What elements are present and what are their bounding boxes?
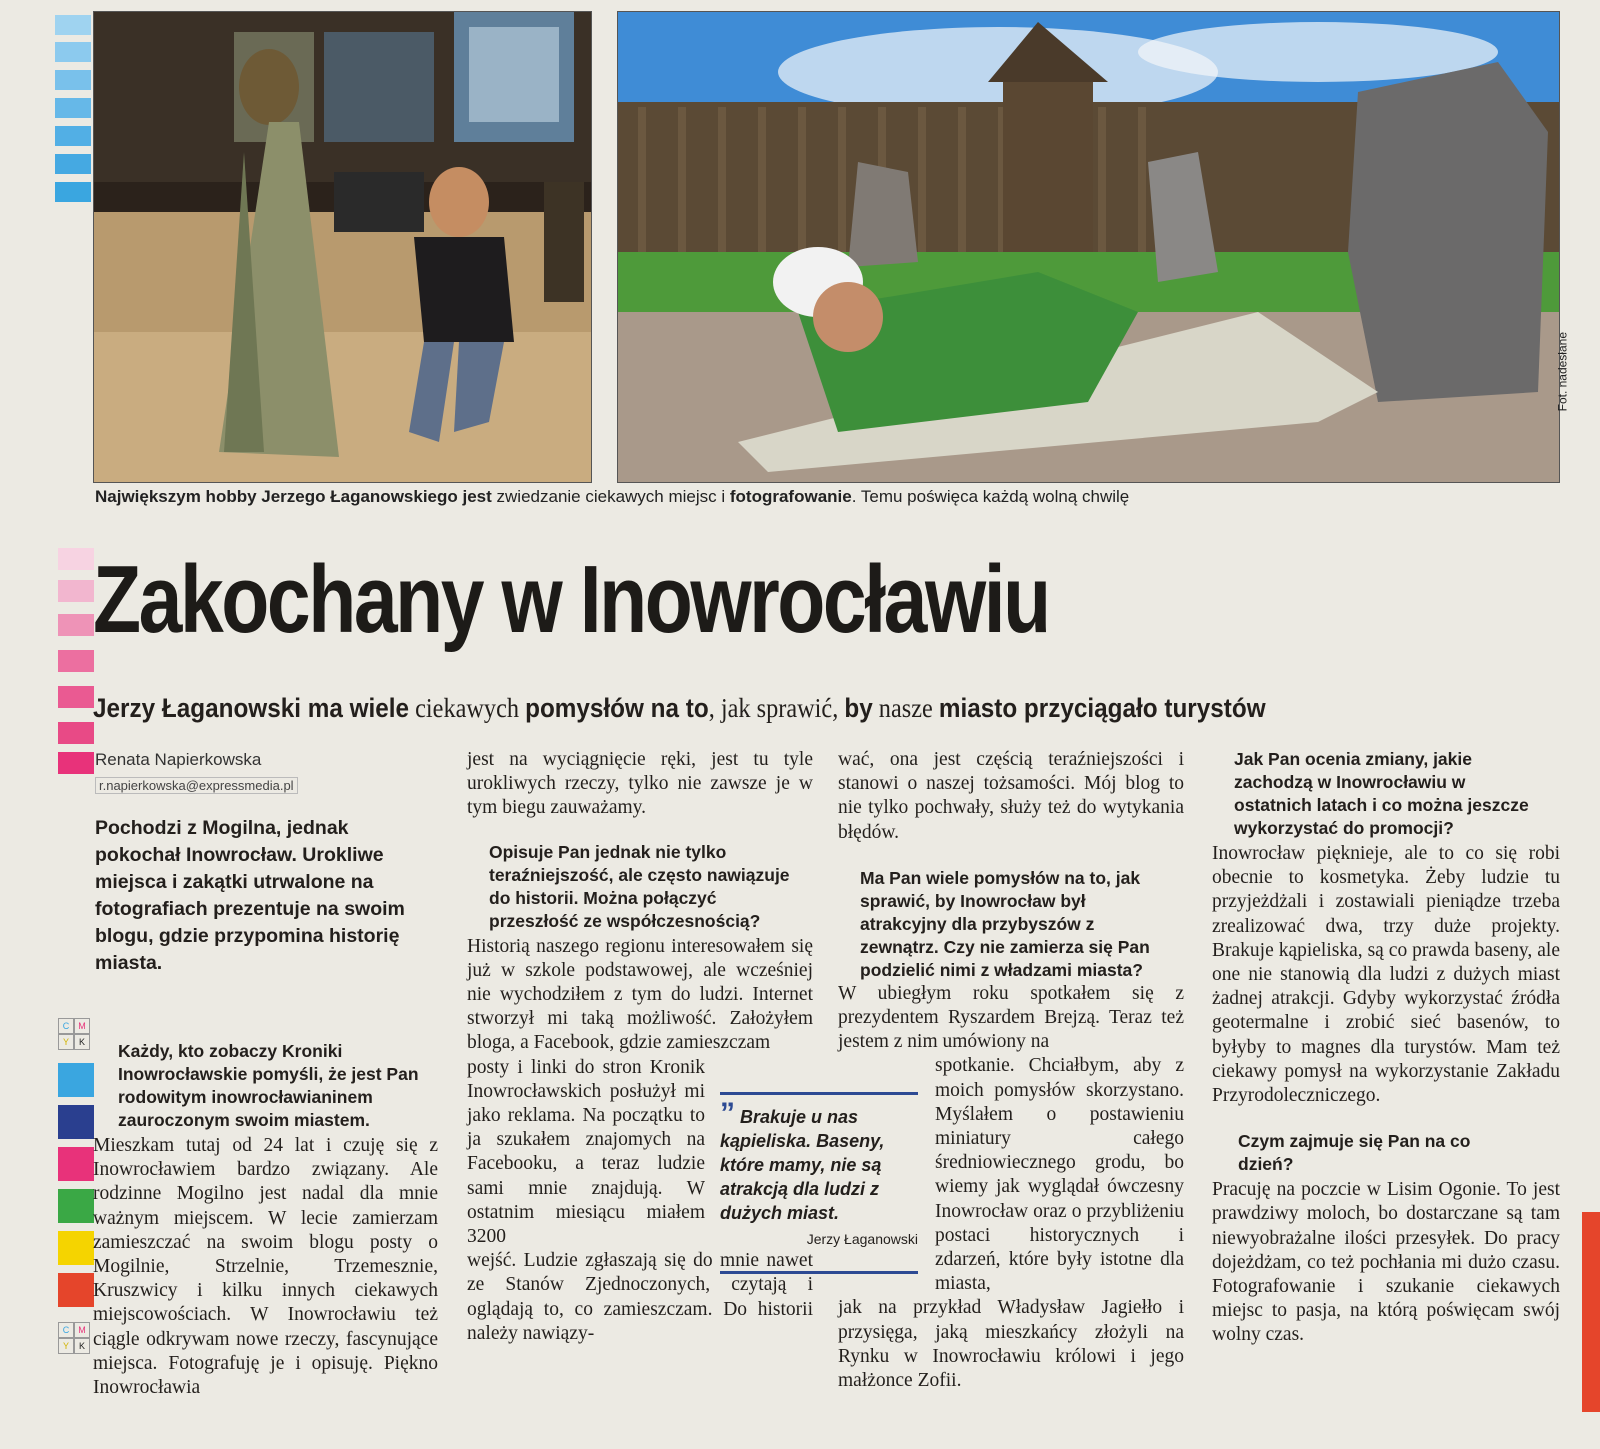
photo-statue-night: [93, 11, 592, 483]
answer-2-b: posty i linki do stron Kronik Inowrocławskich posłużył mi jako reklama. Na początku to ja szukałem znajomych na Facebooku, a teraz ludzie sami mnie znajdują. W ostatnim miesiącu miałem 3200: [467, 1056, 705, 1248]
column-3: [838, 748, 1184, 1393]
question-5: Czym zajmuje się Pan na co dzień?: [1238, 1131, 1471, 1175]
reg-y: Y: [58, 1034, 74, 1050]
reg-m: M: [74, 1018, 90, 1034]
question-4: Jak Pan ocenia zmiany, jakie zachodzą w Inowrocławiu w ostatnich latach i co można jeszcze wykorzystać do promocji?: [1234, 749, 1529, 838]
subheadline-part-1: Jerzy Łaganowski ma wiele: [93, 693, 410, 723]
answer-2-continued: wać, ona jest częścią teraźniejszości i stanowi o naszej tożsamości. Mój blog to nie tylko pochwały, służy też do wytykania błędów.: [838, 749, 1184, 843]
answer-2-c: wejść. Ludzie zgłaszają się do mnie nawet ze Stanów Zjednoczonych, czytają i oglądają to, co zamieszczam. Do historii należy nawiązy-: [467, 1250, 813, 1344]
column-1: [93, 1040, 438, 1400]
quote-mark-icon: ”: [720, 1097, 735, 1130]
answer-3-c: jak na przykład Władysław Jagiełło i przysięga, jaką mieszkańcy złożyli na Rynku w Inowrocławiu królowi i jego małżonce Zofii.: [838, 1297, 1184, 1392]
subheadline-part-5: by: [844, 693, 873, 723]
question-2: Opisuje Pan jednak nie tylko teraźniejszość, ale często nawiązuje do historii. Można połączyć przeszłość ze współczesnością?: [489, 841, 790, 931]
pull-quote-author: Jerzy Łaganowski: [806, 1231, 918, 1247]
subheadline-part-7: miasto przyciągało turystów: [938, 693, 1266, 723]
reg-m-lower: M: [74, 1322, 90, 1338]
subheadline-part-3: pomysłów na to: [525, 693, 709, 723]
subheadline-part-4: , jak sprawić,: [708, 693, 845, 723]
answer-3-b: spotkanie. Chciałbym, aby z moich pomysłów skorzystano. Myślałem o postawieniu miniatury całego średniowiecznego grodu, bo wiemy jak wyglądał ówczesny Inowrocław oraz o przybliżeniu postaci historycznych i zdarzeń, które były istotne dla miasta,: [935, 1055, 1184, 1295]
pull-quote-text: Brakuje u nas kąpieliska. Baseny, które mamy, nie są atrakcją dla ludzi z dużych miast.: [720, 1107, 885, 1223]
reg-k: K: [74, 1034, 90, 1050]
byline-email[interactable]: r.napierkowska@expressmedia.pl: [95, 777, 298, 794]
edge-color-strip: [1582, 1212, 1600, 1412]
caption-bold-2: fotografowanie: [729, 487, 852, 506]
caption-text-2: . Temu poświęca każdą wolną chwilę: [851, 487, 1130, 506]
photo-gord-illustration: [618, 12, 1559, 482]
caption-bold-1: Największym hobby Jerzego Łaganowskiego jest: [95, 487, 492, 506]
headline: Zakochany w Inowrocławiu: [93, 546, 1049, 653]
photo-man-lying-stones: [617, 11, 1569, 483]
caption-text-1: zwiedzanie ciekawych miejsc i: [491, 487, 730, 506]
answer-1-continued: jest na wyciągnięcie ręki, jest tu tyle urokliwych rzeczy, tylko nie zawsze je w tym biegu zauważamy.: [467, 749, 813, 819]
subheadline: [93, 693, 1266, 724]
photo-caption: [95, 487, 1129, 507]
answer-3-a: W ubiegłym roku spotkałem się z prezydentem Ryszardem Brejzą. Teraz też jestem z nim umówiony na: [838, 982, 1184, 1053]
answer-2-a: Historią naszego regionu interesowałem się już w szkole podstawowej, ale wcześniej nie wychodziłem z tym do ludzi. Internet stworzył mi taką możliwość. Założyłem bloga, a Facebook, gdzie zamieszczam: [467, 935, 813, 1054]
question-3: Ma Pan wiele pomysłów na to, jak sprawić, by Inowrocław był atrakcyjny dla przybyszów z zewnątrz. Czy nie zamierza się Pan podzielić nimi z władzami miasta?: [860, 867, 1150, 980]
subheadline-part-6: nasze: [872, 693, 939, 723]
reg-k-lower: K: [74, 1338, 90, 1354]
subheadline-part-2: ciekawych: [409, 693, 526, 723]
answer-1: Mieszkam tutaj od 24 lat i czuję się z Inowrocławiem bardzo związany. Ale rodzinne Mogilno jest nadal dla mnie ważnym miejscem. W lecie zamierzam zamieszczać na swoim blogu posty o Mogilnie, Strzelnie, Trzemesznie, Kruszwicy i kilku innych ciekawych miejscowościach. W Inowrocławiu też ciągle odkrywam nowe rzeczy, fascynujące miejsca. Fotografuję je i opisuję. Piękno Inowrocławia: [93, 1135, 438, 1399]
reg-y-lower: Y: [58, 1338, 74, 1354]
photo-credit: Fot. nadesłane: [1555, 332, 1569, 412]
byline-author: Renata Napierkowska: [95, 750, 262, 769]
answer-4: Inowrocław pięknieje, ale to co się robi obecnie to kosmetyka. Żeby ludzie tu przyjeżdżali i zostawiali pieniądze trzeba zrealizować dwa, trzy duże projekty. Brakuje kąpieliska, są co prawda baseny, ale one nie stanowią dla ludzi z dużych miast żadnej atrakcji. Gdyby wykorzystać źródła geotermalne i zrobić sieć basenów, to byłyby to magnes dla turystów. Mam też ciekawy pomysł na wykorzystanie Zakładu Przyrodoleczniczego.: [1212, 843, 1560, 1107]
reg-c: C: [58, 1018, 74, 1034]
question-1: Każdy, kto zobaczy Kroniki Inowrocławskie pomyśli, że jest Pan rodowitym inowrocławianinem zauroczonym swoim miastem.: [118, 1041, 419, 1130]
reg-c-lower: C: [58, 1322, 74, 1338]
lead-paragraph: Pochodzi z Mogilna, jednak pokochał Inowrocław. Urokliwe miejsca i zakątki utrwalone na fotografiach prezentuje na swoim blogu, gdzie przypomina historię miasta.: [95, 817, 405, 974]
column-4: [1212, 748, 1560, 1348]
answer-5: Pracuję na poczcie w Lisim Ogonie. To jest prawdziwy moloch, bo dostarczane są tam niewyobrażalne ilości przesyłek. Do pracy dojeżdżam, co też pochłania mi dużo czasu. Fotografowanie i szukanie ciekawych miejsc to pasja, na którą poświęcam swój wolny czas.: [1212, 1179, 1560, 1346]
photo-statue-illustration: [94, 12, 591, 482]
